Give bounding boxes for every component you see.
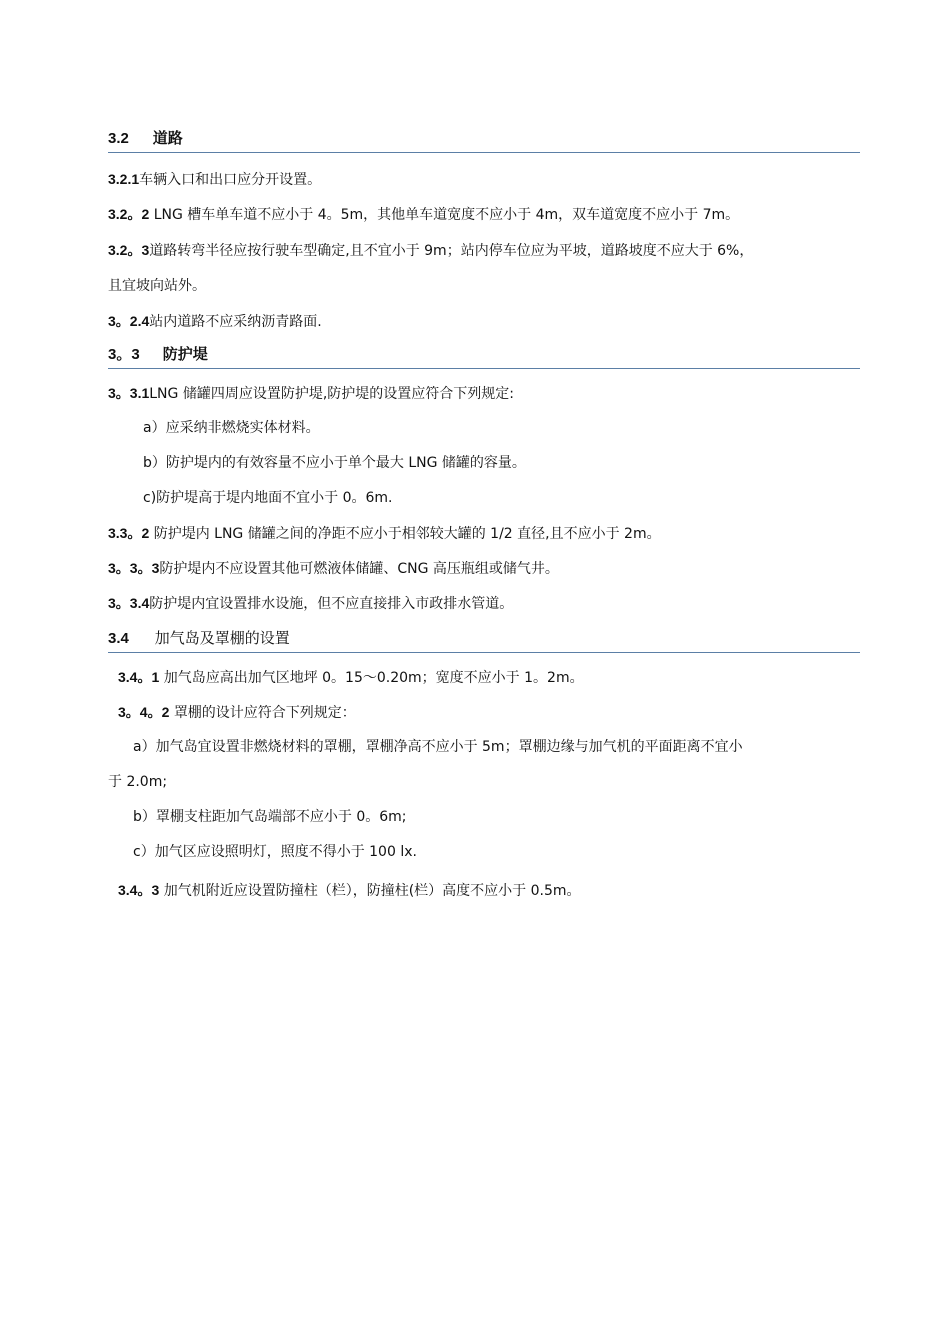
section-heading-3-4 <box>108 628 860 653</box>
clause-text: c）加气区应设照明灯，照度不得小于 100 lx. <box>133 844 417 860</box>
paragraph <box>108 523 868 544</box>
section-number: 3.2 <box>108 130 129 147</box>
list-item <box>143 488 903 508</box>
paragraph <box>108 169 868 190</box>
clause-text: a）应采纳非燃烧实体材料。 <box>143 420 320 436</box>
clause-number: 3.2。2 <box>108 206 150 222</box>
paragraph <box>118 702 878 723</box>
section-title: 道路 <box>152 129 183 147</box>
clause-number: 3.4。3 <box>118 882 160 898</box>
clause-text: LNG 槽车单车道不应小于 4。5m，其他单车道宽度不应小于 4m，双车道宽度不应小于 7m。 <box>149 207 740 223</box>
paragraph <box>118 880 878 901</box>
paragraph <box>108 383 868 404</box>
section-number: 3。3 <box>108 346 140 363</box>
paragraph <box>108 311 868 332</box>
list-item-continuation <box>108 772 868 792</box>
clause-text: b）罩棚支柱距加气岛端部不应小于 0。6m; <box>133 809 407 825</box>
clause-text: 于 2.0m; <box>108 774 168 790</box>
clause-text: 防护堤内宜设置排水设施，但不应直接排入市政排水管道。 <box>149 596 514 612</box>
paragraph-continuation <box>108 276 868 296</box>
section-title: 加气岛及罩棚的设置 <box>154 629 290 647</box>
clause-text: 罩棚的设计应符合下列规定： <box>173 705 356 721</box>
section-title: 防护堤 <box>162 345 208 363</box>
paragraph <box>118 667 878 688</box>
clause-text: b）防护堤内的有效容量不应小于单个最大 LNG 储罐的容量。 <box>143 455 526 471</box>
clause-text: c)防护堤高于堤内地面不宜小于 0。6m. <box>143 490 393 506</box>
clause-number: 3。4。2 <box>118 704 170 720</box>
clause-number: 3.2.1 <box>108 171 140 187</box>
paragraph <box>108 204 868 225</box>
list-item <box>133 807 893 827</box>
section-heading-3-2 <box>108 128 860 153</box>
list-item <box>133 842 893 862</box>
section-number: 3.4 <box>108 630 129 647</box>
clause-text: 加气岛应高出加气区地坪 0。15～0.20m；宽度不应小于 1。2m。 <box>163 670 584 686</box>
section-heading-3-3 <box>108 344 860 369</box>
paragraph <box>108 558 868 579</box>
clause-number: 3.2。3 <box>108 242 150 258</box>
clause-number: 3.3。2 <box>108 525 150 541</box>
clause-number: 3。3.1 <box>108 385 150 401</box>
clause-text: 加气机附近应设置防撞柱（栏），防撞柱(栏）高度不应小于 0.5m。 <box>163 883 581 899</box>
paragraph <box>108 593 868 614</box>
clause-text: 防护堤内不应设置其他可燃液体储罐、CNG 高压瓶组或储气井。 <box>159 561 559 577</box>
clause-text: 防护堤内 LNG 储罐之间的净距不应小于相邻较大罐的 1/2 直径,且不应小于 2m。 <box>149 526 661 542</box>
clause-text: 车辆入口和出口应分开设置。 <box>139 172 322 188</box>
list-item <box>133 737 893 757</box>
clause-text: 且宜坡向站外。 <box>108 278 206 294</box>
clause-number: 3。3。3 <box>108 560 160 576</box>
clause-number: 3。3.4 <box>108 595 150 611</box>
list-item <box>143 453 903 473</box>
clause-text: 道路转弯半径应按行驶车型确定,且不宜小于 9m；站内停车位应为平坡，道路坡度不应大于 6%， <box>149 243 754 259</box>
list-item <box>143 418 903 438</box>
clause-number: 3。2.4 <box>108 313 150 329</box>
clause-text: 站内道路不应采纳沥青路面. <box>149 314 322 330</box>
clause-text: a）加气岛宜设置非燃烧材料的罩棚，罩棚净高不应小于 5m；罩棚边缘与加气机的平面距离不宜小 <box>133 739 743 755</box>
paragraph <box>108 240 868 261</box>
clause-text: LNG 储罐四周应设置防护堤,防护堤的设置应符合下列规定: <box>149 386 514 402</box>
clause-number: 3.4。1 <box>118 669 160 685</box>
